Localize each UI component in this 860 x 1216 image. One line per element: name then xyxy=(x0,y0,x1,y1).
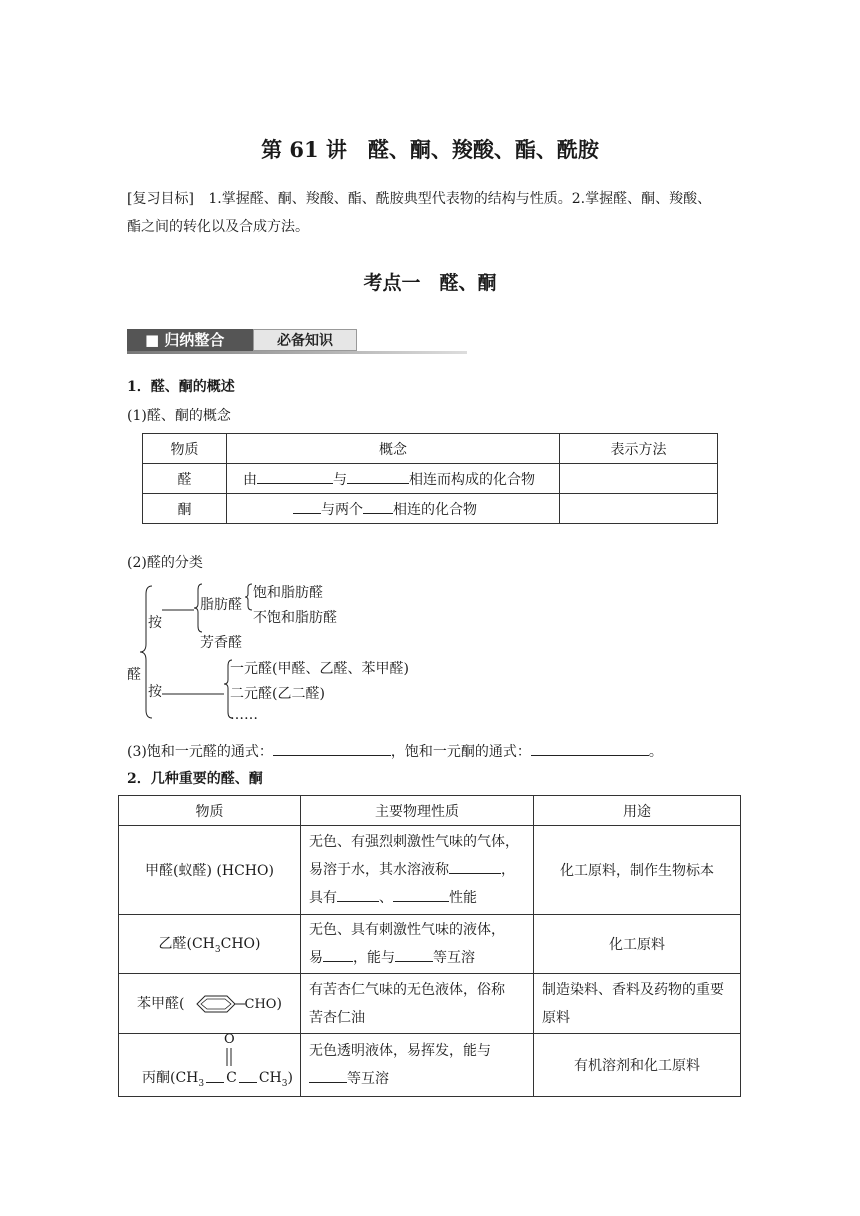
heading-item1: 1．醛、酮的概述 xyxy=(127,379,235,395)
blank-field[interactable] xyxy=(449,861,501,874)
concept-header-notation: 表示方法 xyxy=(560,434,718,464)
concept-ketone-name: 酮 xyxy=(143,494,227,524)
concept-ketone-text: 与两个 相连的化合物 xyxy=(227,494,560,524)
classify-root: 醛 xyxy=(127,667,141,683)
classify-by-2: 按 xyxy=(148,684,162,700)
banner-rule xyxy=(127,351,467,354)
blank-field[interactable] xyxy=(337,889,379,902)
props-benzaldehyde-name: 苯甲醛( CHO) xyxy=(119,974,301,1034)
goals-line2: 酯之间的转化以及合成方法。 xyxy=(127,219,309,235)
blank-field[interactable] xyxy=(309,1070,347,1083)
table-row xyxy=(119,915,741,974)
props-formaldehyde-physical: 无色、有强烈刺激性气味的气体， 易溶于水，其水溶液称 ， 具有 、 性能 xyxy=(301,826,534,915)
general-formula-line: (3)饱和一元醛的通式： ，饱和一元酮的通式： 。 xyxy=(127,744,663,760)
props-acetaldehyde-name: 乙醛$(CH_3CHO)$ xyxy=(119,915,301,974)
concept-table xyxy=(142,433,718,524)
concept-header-substance: 物质 xyxy=(143,434,227,464)
props-benzaldehyde-physical: 有苦杏仁气味的无色液体，俗称 苦杏仁油 xyxy=(301,974,534,1034)
blank-field[interactable] xyxy=(293,501,321,514)
blank-field[interactable] xyxy=(323,949,353,962)
concept-header-concept: 概念 xyxy=(227,434,560,464)
classify-more: …… xyxy=(230,707,258,723)
props-acetaldehyde-physical: 无色、具有刺激性气味的液体， 易 ，能与 等互溶 xyxy=(301,915,534,974)
goals-tag: [复习目标] xyxy=(127,191,194,207)
props-benzaldehyde-use: 制造染料、香料及药物的重要 原料 xyxy=(534,974,741,1034)
properties-table xyxy=(118,795,741,1097)
table-row xyxy=(143,494,718,524)
blank-field[interactable] xyxy=(395,949,433,962)
blank-field[interactable] xyxy=(347,471,409,484)
classify-mono: 一元醛(甲醛、乙醛、苯甲醛) xyxy=(230,661,409,677)
props-formaldehyde-name: 甲醛(蚁醛) (HCHO) xyxy=(119,826,301,915)
classify-di: 二元醛(乙二醛) xyxy=(230,686,325,702)
classify-saturated: 饱和脂肪醛 xyxy=(253,585,323,601)
blank-field[interactable] xyxy=(257,471,333,484)
classify-aliphatic: 脂肪醛 xyxy=(200,597,242,613)
blank-field[interactable] xyxy=(273,743,391,756)
table-row xyxy=(119,826,741,915)
double-bond-icon xyxy=(225,1048,233,1066)
sub-heading-concept: (1)醛、酮的概念 xyxy=(127,408,231,424)
props-formaldehyde-use: 化工原料，制作生物标本 xyxy=(534,826,741,915)
banner-summary: ■ 归纳整合 xyxy=(127,329,253,351)
banner-knowledge: 必备知识 xyxy=(253,329,357,351)
table-row xyxy=(143,464,718,494)
table-row xyxy=(119,974,741,1034)
props-header-physical: 主要物理性质 xyxy=(301,796,534,826)
benzene-ring-icon xyxy=(185,992,245,1016)
blank-field[interactable] xyxy=(531,743,649,756)
classify-aromatic: 芳香醛 xyxy=(200,635,242,651)
classify-by-1: 按 xyxy=(148,615,162,631)
concept-aldehyde-name: 醛 xyxy=(143,464,227,494)
concept-ketone-notation[interactable] xyxy=(560,494,718,524)
sub-heading-classification: (2)醛的分类 xyxy=(127,555,203,571)
blank-field[interactable] xyxy=(393,889,449,902)
table-row xyxy=(119,1034,741,1097)
acetone-oxygen: O xyxy=(224,1032,235,1047)
props-acetone-name xyxy=(119,1034,301,1097)
goals-line1 xyxy=(127,188,711,208)
props-acetone-use: 有机溶剂和化工原料 xyxy=(534,1034,741,1097)
concept-aldehyde-text: 由 与 相连而构成的化合物 xyxy=(227,464,560,494)
acetone-formula: 丙酮($CH_3$ C $CH_3$) xyxy=(142,1070,293,1089)
section-title: 考点一 醛、酮 xyxy=(363,272,497,294)
goals-text1: 1.掌握醛、酮、羧酸、酯、酰胺典型代表物的结构与性质。2.掌握醛、酮、羧酸、 xyxy=(208,191,712,207)
props-acetone-physical: 无色透明液体，易挥发，能与 等互溶 xyxy=(301,1034,534,1097)
props-acetaldehyde-use: 化工原料 xyxy=(534,915,741,974)
props-header-use: 用途 xyxy=(534,796,741,826)
blank-field[interactable] xyxy=(363,501,393,514)
concept-aldehyde-notation[interactable] xyxy=(560,464,718,494)
props-header-substance: 物质 xyxy=(119,796,301,826)
page-title: 第 61 讲 醛、酮、羧酸、酯、酰胺 xyxy=(261,137,599,162)
heading-item2: 2．几种重要的醛、酮 xyxy=(127,771,263,787)
classify-unsaturated: 不饱和脂肪醛 xyxy=(253,610,337,626)
